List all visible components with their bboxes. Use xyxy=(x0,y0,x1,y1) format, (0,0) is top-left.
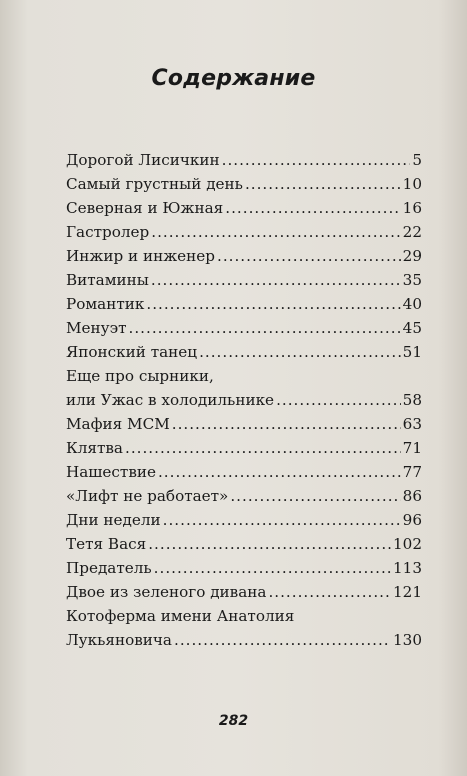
dot-leader xyxy=(268,580,391,604)
toc-entry-page: 130 xyxy=(393,631,422,649)
toc-entry xyxy=(66,628,422,652)
toc-entry xyxy=(66,412,422,436)
toc-entry-title: «Лифт не работает» xyxy=(66,487,229,505)
toc-entry-page: 40 xyxy=(402,295,422,313)
toc-entry-title-line1: Котоферма имени Анатолия xyxy=(66,607,295,625)
toc-entry xyxy=(66,460,422,484)
toc-entry xyxy=(66,556,422,580)
dot-leader xyxy=(225,196,400,220)
toc-entry xyxy=(66,196,422,220)
dot-leader xyxy=(148,532,391,556)
toc-entry-title: Мафия МСМ xyxy=(66,415,170,433)
toc-entry xyxy=(66,388,422,412)
toc-entry xyxy=(66,220,422,244)
toc-entry-page: 96 xyxy=(402,511,422,529)
toc-entry-title: Двое из зеленого дивана xyxy=(66,583,267,601)
dot-leader xyxy=(217,244,401,268)
dot-leader xyxy=(158,460,401,484)
toc-entry xyxy=(66,484,422,508)
toc-entry-page: 10 xyxy=(402,175,422,193)
toc-entry-title: Тетя Вася xyxy=(66,535,147,553)
toc-entry-page: 121 xyxy=(393,583,422,601)
toc-entry-page: 22 xyxy=(402,223,422,241)
toc-entry-title: Северная и Южная xyxy=(66,199,224,217)
toc-entry-page: 29 xyxy=(402,247,422,265)
toc-entry-title: Дорогой Лисичкин xyxy=(66,151,220,169)
toc-entry xyxy=(66,580,422,604)
page-number: 282 xyxy=(218,713,249,729)
toc-entry-title-line1: Еще про сырники, xyxy=(66,367,214,385)
toc-entry xyxy=(66,172,422,196)
toc-entry-title: Витамины xyxy=(66,271,149,289)
toc-entry xyxy=(66,532,422,556)
dot-leader xyxy=(276,388,401,412)
table-of-contents xyxy=(66,148,422,652)
toc-entry-title: Романтик xyxy=(66,295,145,313)
toc-entry xyxy=(66,244,422,268)
dot-leader xyxy=(245,172,401,196)
toc-entry-title: Японский танец xyxy=(66,343,198,361)
toc-entry-page: 51 xyxy=(402,343,422,361)
toc-entry-page: 77 xyxy=(402,463,422,481)
toc-entry-page: 35 xyxy=(402,271,422,289)
toc-entry-page: 113 xyxy=(393,559,422,577)
dot-leader xyxy=(174,628,391,652)
dot-leader xyxy=(163,508,401,532)
toc-entry xyxy=(66,148,422,172)
toc-entry xyxy=(66,268,422,292)
toc-entry-title: Лукьяновича xyxy=(66,631,172,649)
toc-entry-title: Предатель xyxy=(66,559,152,577)
toc-entry-title: Дни недели xyxy=(66,511,161,529)
toc-entry-page: 45 xyxy=(402,319,422,337)
dot-leader xyxy=(154,556,391,580)
toc-entry-title: Гастролер xyxy=(66,223,150,241)
toc-entry-page: 102 xyxy=(393,535,422,553)
toc-entry-page: 58 xyxy=(402,391,422,409)
dot-leader xyxy=(172,412,401,436)
dot-leader xyxy=(129,316,401,340)
toc-entry-title: Инжир и инженер xyxy=(66,247,215,265)
toc-entry xyxy=(66,316,422,340)
toc-entry-title: Менуэт xyxy=(66,319,127,337)
toc-entry-page: 63 xyxy=(402,415,422,433)
dot-leader xyxy=(222,148,411,172)
dot-leader xyxy=(146,292,400,316)
toc-entry-title: или Ужас в холодильнике xyxy=(66,391,275,409)
toc-entry xyxy=(66,292,422,316)
toc-entry-title: Нашествие xyxy=(66,463,156,481)
dot-leader xyxy=(125,436,401,460)
dot-leader xyxy=(230,484,400,508)
toc-entry-page: 71 xyxy=(402,439,422,457)
toc-entry-title: Самый грустный день xyxy=(66,175,243,193)
toc-entry xyxy=(66,436,422,460)
toc-entry-title: Клятва xyxy=(66,439,123,457)
toc-entry xyxy=(66,340,422,364)
dot-leader xyxy=(199,340,401,364)
toc-entry-page: 86 xyxy=(402,487,422,505)
dot-leader xyxy=(151,220,400,244)
page-title: Содержание xyxy=(151,66,316,91)
toc-entry-page: 5 xyxy=(412,151,422,169)
toc-entry xyxy=(66,508,422,532)
toc-entry-page: 16 xyxy=(402,199,422,217)
dot-leader xyxy=(151,268,401,292)
